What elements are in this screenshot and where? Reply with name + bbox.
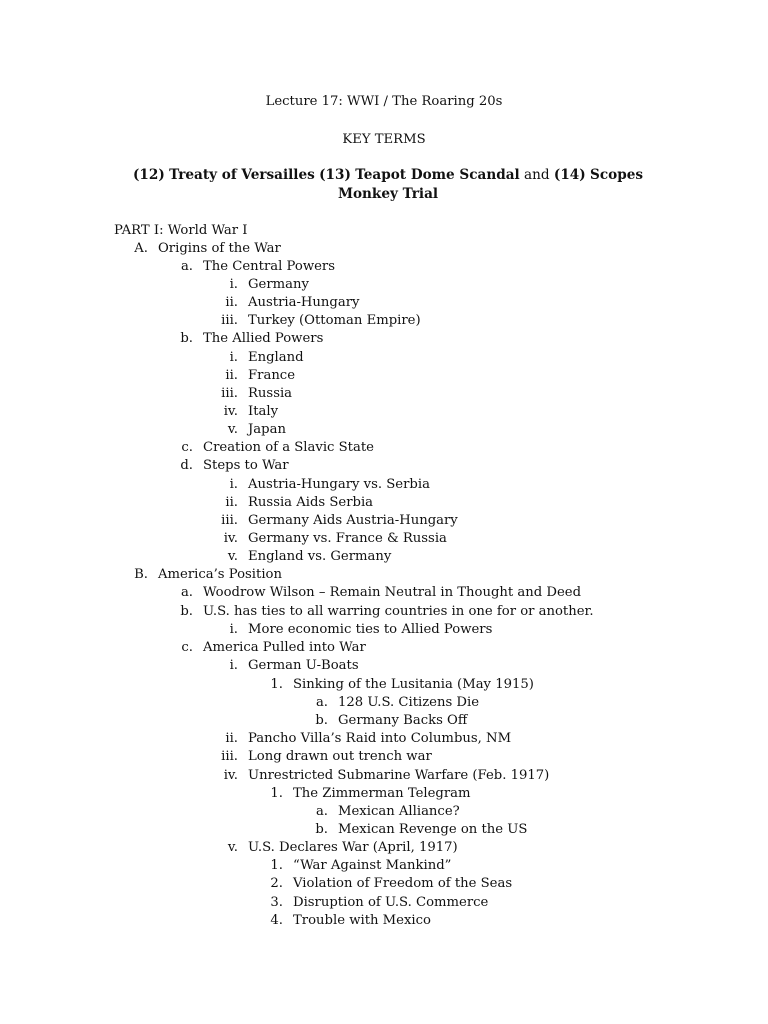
outline-item: Origins of the War xyxy=(158,241,281,256)
outline-marker: i. xyxy=(229,622,238,637)
outline-marker: i. xyxy=(229,658,238,673)
outline-item: Japan xyxy=(248,422,286,437)
outline-marker: b. xyxy=(315,713,328,728)
outline-marker: b. xyxy=(315,822,328,837)
outline-marker: iii. xyxy=(221,386,238,401)
outline-marker: A. xyxy=(134,241,148,256)
outline-marker: 3. xyxy=(270,895,283,910)
outline-item: Austria-Hungary vs. Serbia xyxy=(248,477,430,492)
key-term: Treaty of Versailles xyxy=(169,167,315,183)
outline-item: The Allied Powers xyxy=(203,331,324,346)
outline-item: Steps to War xyxy=(203,458,289,473)
key-term-number: (12) xyxy=(133,167,165,183)
outline-item: Pancho Villa’s Raid into Columbus, NM xyxy=(248,731,512,746)
outline-marker: ii. xyxy=(225,495,238,510)
key-term-number: (14) xyxy=(553,167,586,183)
outline-item: Italy xyxy=(248,404,279,419)
outline-marker: 1. xyxy=(270,786,283,801)
outline-item: Woodrow Wilson – Remain Neutral in Thought and Deed xyxy=(203,585,582,600)
key-term-connector: and xyxy=(524,167,550,183)
outline-marker: i. xyxy=(229,477,238,492)
outline-marker: v. xyxy=(227,422,238,437)
outline-marker: c. xyxy=(181,440,193,455)
outline-item: Germany Aids Austria-Hungary xyxy=(248,513,458,528)
outline-marker: c. xyxy=(181,640,193,655)
key-terms-line xyxy=(118,166,658,204)
outline-item: 128 U.S. Citizens Die xyxy=(338,695,480,710)
outline-marker: iii. xyxy=(221,749,238,764)
key-term: Teapot Dome Scandal xyxy=(355,167,520,183)
key-term: Scopes Monkey Trial xyxy=(337,167,643,202)
outline-item: The Zimmerman Telegram xyxy=(293,786,471,801)
outline-item: Violation of Freedom of the Seas xyxy=(293,876,513,891)
outline-item: More economic ties to Allied Powers xyxy=(248,622,493,637)
key-term-number: (13) xyxy=(319,167,351,183)
outline-marker: b. xyxy=(180,604,193,619)
outline-item: The Central Powers xyxy=(203,259,335,274)
outline-marker: a. xyxy=(315,804,328,819)
outline-marker: d. xyxy=(180,458,193,473)
outline-item: “War Against Mankind” xyxy=(293,858,452,873)
outline-item: America Pulled into War xyxy=(203,640,366,655)
outline-marker: 2. xyxy=(270,876,283,891)
outline-marker: B. xyxy=(134,567,148,582)
outline-marker: ii. xyxy=(225,368,238,383)
outline-item: Disruption of U.S. Commerce xyxy=(293,895,489,910)
outline-item: Mexican Revenge on the US xyxy=(338,822,528,837)
outline-marker: v. xyxy=(227,549,238,564)
outline-item: Unrestricted Submarine Warfare (Feb. 1917) xyxy=(248,768,550,783)
outline-item: Turkey (Ottoman Empire) xyxy=(248,313,421,328)
outline-item: Germany vs. France & Russia xyxy=(248,531,447,546)
outline-marker: a. xyxy=(180,259,193,274)
outline-marker: i. xyxy=(229,277,238,292)
outline-marker: 1. xyxy=(270,858,283,873)
outline-marker: a. xyxy=(315,695,328,710)
outline-item: Austria-Hungary xyxy=(248,295,360,310)
outline-marker: b. xyxy=(180,331,193,346)
outline-marker: v. xyxy=(227,840,238,855)
outline-item: Sinking of the Lusitania (May 1915) xyxy=(293,677,534,692)
outline-marker: iii. xyxy=(221,313,238,328)
outline-item: Trouble with Mexico xyxy=(293,913,431,928)
outline-item: Germany xyxy=(248,277,309,292)
outline-marker: iv. xyxy=(223,531,238,546)
outline-marker: a. xyxy=(180,585,193,600)
outline-item: America’s Position xyxy=(158,567,282,582)
outline-item: Russia Aids Serbia xyxy=(248,495,374,510)
outline-marker: 1. xyxy=(270,677,283,692)
lecture-title: Lecture 17: WWI / The Roaring 20s xyxy=(265,94,503,109)
outline-item: U.S. has ties to all warring countries in one for or another. xyxy=(203,604,594,619)
key-terms-heading: KEY TERMS xyxy=(342,132,426,147)
outline-item: Russia xyxy=(248,386,293,401)
outline-item: England xyxy=(248,350,304,365)
outline-item: England vs. Germany xyxy=(248,549,392,564)
outline-marker: 4. xyxy=(270,913,283,928)
outline-item: German U-Boats xyxy=(248,658,359,673)
outline-marker: ii. xyxy=(225,295,238,310)
outline-item: France xyxy=(248,368,295,383)
outline-marker: iv. xyxy=(223,404,238,419)
section-heading: PART I: World War I xyxy=(114,223,248,238)
outline-marker: iv. xyxy=(223,768,238,783)
outline-item: U.S. Declares War (April, 1917) xyxy=(248,840,458,855)
outline-item: Creation of a Slavic State xyxy=(203,440,374,455)
outline-marker: i. xyxy=(229,350,238,365)
outline-item: Germany Backs Off xyxy=(338,713,468,728)
outline-item: Long drawn out trench war xyxy=(248,749,432,764)
outline-marker: iii. xyxy=(221,513,238,528)
outline-item: Mexican Alliance? xyxy=(338,804,460,819)
outline-marker: ii. xyxy=(225,731,238,746)
